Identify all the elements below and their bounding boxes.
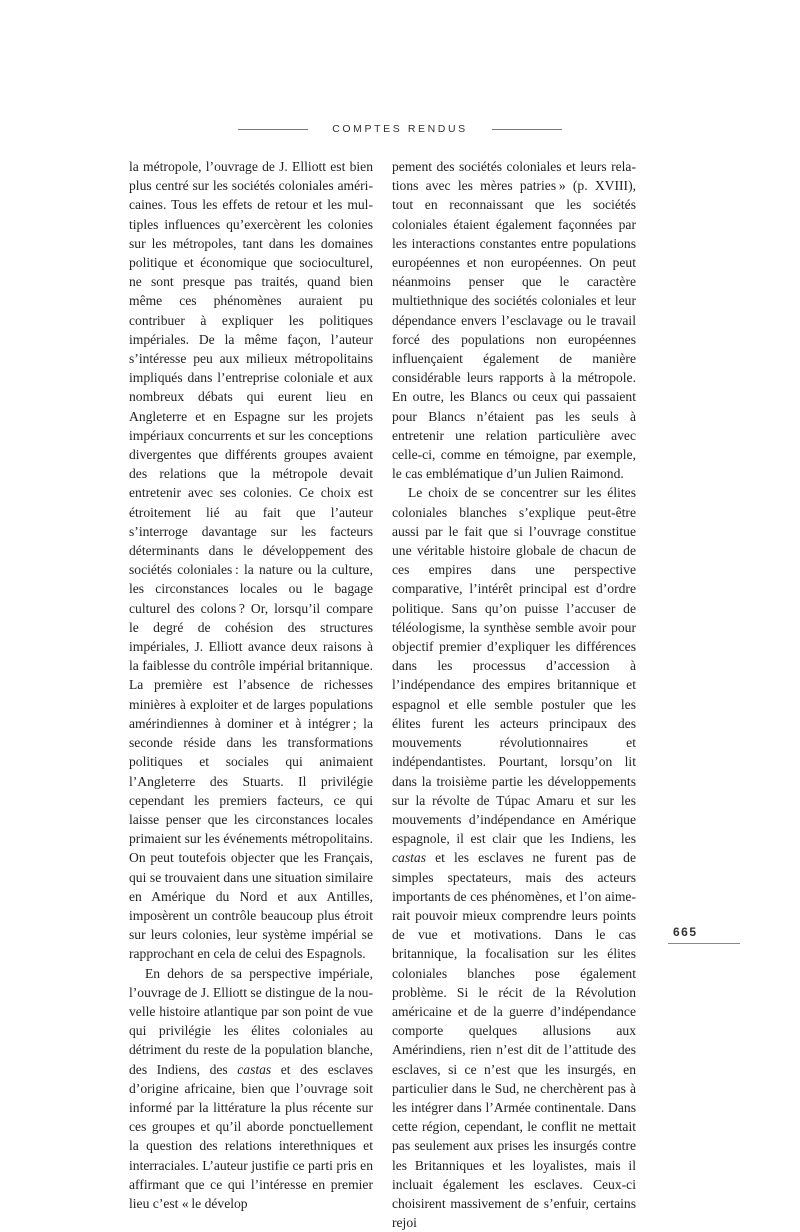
right-paragraph-1: pement des sociétés coloniales et leurs relations avec les mères patries » (p. XVIII), tout en reconnaissant que les sociétés coloniales étaient également façonnées par les interactions constantes entre populations européennes et non européennes. On peut néanmoins penser que le caractère multiethnique des sociétés coloniales et leur dépendance envers l’esclavage ou le travail forcé des populations non européennes influençaient également de manière considérable leurs rapports à la métropole. En outre, les Blancs ou ceux qui passaient pour Blancs n’étaient pas les seuls à entretenir une relation particulière avec celle-ci, comme en témoigne, par exemple, le cas emblématique d’un Julien Raimond. xyxy=(392,159,636,482)
right-paragraph-2-text-a: Le choix de se concentrer sur les élites coloniales blanches s’explique peut-être aussi par le fait que si l’ouvrage constitue une véritable histoire globale de chacun de ces empires dans une perspective comparative, l’intérêt principal est d’ordre politique. Sans qu’on puisse l’accuser de téléologisme, la synthèse semble avoir pour objectif premier d’expliquer les différences dans les processus d’accession à l’indépendance des empires britannique et espagnol et elle semble postuler que les élites furent les acteurs principaux des mouvements révolutionnaires et indépendantistes. Pourtant, lorsqu’on lit dans la troisième partie les développements sur la révolte de Túpac Amaru et sur les mouvements d’indépendance en Amérique espagnole, il est clair que les Indiens, les xyxy=(392,485,636,847)
left-paragraph-2-text-a: En dehors de sa perspective impériale, l’ouvrage de J. Elliott se distingue de la nouvelle histoire atlantique par son point de vue qui privilégie les élites coloniales au détriment du reste de la population blanche, des Indiens, des xyxy=(129,965,373,1077)
page-number-rule xyxy=(668,943,740,944)
left-paragraph-2 xyxy=(129,964,373,1214)
page-number: 665 xyxy=(673,925,698,939)
left-column xyxy=(129,157,373,1213)
castas-term: castas xyxy=(237,1061,272,1077)
castas-term: castas xyxy=(392,850,426,866)
header-rule-right xyxy=(492,129,562,130)
running-header xyxy=(230,121,570,137)
left-paragraph-1: la métropole, l’ouvrage de J. Elliott est bien plus centré sur les sociétés coloniales américaines. Tous les effets de retour et les multiples influences qu’exercèrent les colonies sur les métropoles, tant dans les domaines politique et économique que socioculturel, ne sont presque pas traités, quand bien même ces phénomènes auraient pu contribuer à expliquer les politiques impériales. De la même façon, l’auteur s’intéresse peu aux milieux métropolitains impliqués dans l’entreprise coloniale et aux nombreux débats qui eurent lieu en Angleterre et en Espagne sur les projets impériaux concurrents et sur les conceptions divergentes que différents groupes avaient des relations que la métropole devait entretenir avec ses colonies. Ce choix est étroitement lié au fait que l’auteur s’interroge davantage sur les facteurs déterminants dans le développement des sociétés coloniales : la nature ou la culture, les circonstances locales ou le bagage culturel des colons ? Or, lorsqu’il compare le degré de cohésion des structures impériales, J. Elliott avance deux raisons à la faiblesse du contrôle impérial britannique. La première est l’absence de richesses minières à exploiter et de larges populations amérindiennes à dominer et à intégrer ; la seconde réside dans les transformations politiques et sociales qui animaient l’Angleterre des Stuarts. Il privilégie cependant les premiers facteurs, ce qui laisse penser que les circonstances locales primaient sur les événements métropolitains. On peut toutefois objecter que les Français, qui se trouvaient dans une situation similaire en Amérique du Nord et aux Antilles, imposèrent un contrôle beaucoup plus étroit sur leurs colonies, leur système impérial se rapprochant en cela de celui des Espagnols. xyxy=(129,159,373,962)
right-paragraph-2 xyxy=(392,483,636,1232)
header-rule-left xyxy=(238,129,308,130)
right-column xyxy=(392,157,636,1232)
right-paragraph-2-text-b: et les esclaves ne furent pas de simples spectateurs, mais des acteurs importants de ces phénomènes, et l’on aimerait pouvoir mieux comprendre leurs points de vue et motivations. Dans le cas britannique, la focalisation sur les élites coloniales blanches pose également problème. Si le récit de la Révolution américaine et de la guerre d’indépendance comporte quelques allusions aux Amérindiens, rien n’est dit de l’attitude des esclaves, si ce n’est que les insurgés, en particulier dans le Sud, ne cherchèrent pas à les intégrer dans l’Armée continentale. Dans cette région, cependant, le conflit ne mettait pas seulement aux prises les insurgés contre les Britanniques et les loyalistes, mais il incluait également les esclaves. Ceux-ci choisirent massivement de s’enfuir, certains rejoi xyxy=(392,850,636,1231)
left-paragraph-2-text-b: et des esclaves d’origine africaine, bien que l’ouvrage soit informé par la littérature la plus récente sur ces groupes et qu’il aborde ponctuellement la question des relations interethniques et interraciales. L’auteur justifie ce parti pris en affirmant que ce qui l’intéresse en premier lieu c’est « le dévelop xyxy=(129,1061,374,1211)
running-header-title: COMPTES RENDUS xyxy=(332,123,468,135)
